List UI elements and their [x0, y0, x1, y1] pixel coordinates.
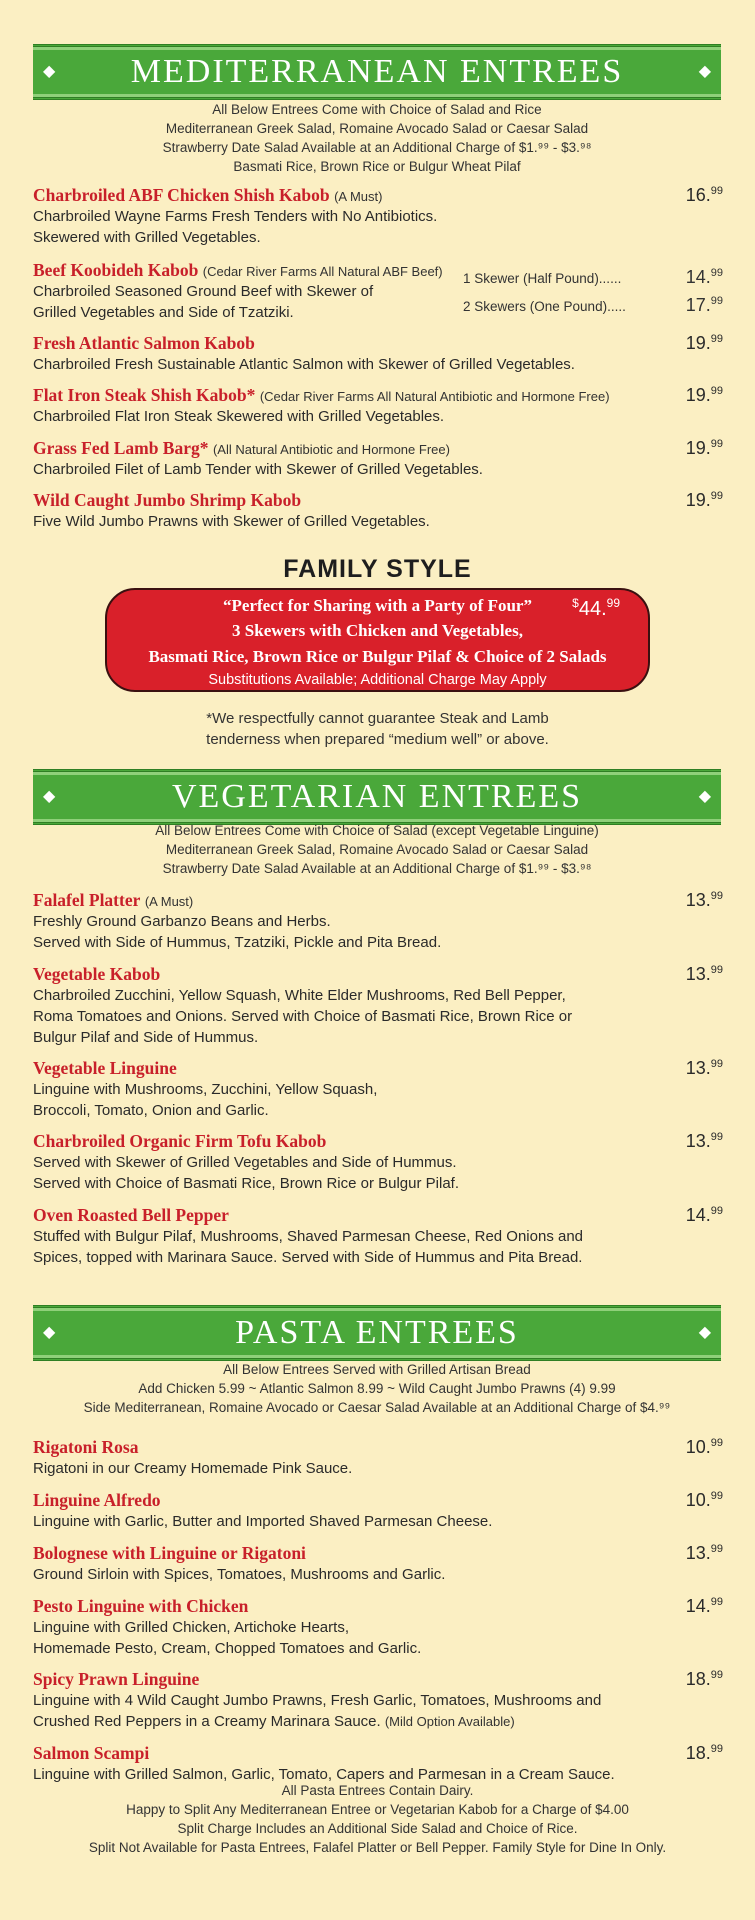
menu-item — [33, 1743, 723, 1785]
item-name: Beef Koobideh Kabob — [33, 260, 199, 280]
menu-item — [33, 438, 723, 480]
item-description: Charbroiled Wayne Farms Fresh Tenders with No Antibiotics. Skewered with Grilled Vegetables. — [33, 208, 438, 246]
item-name: Salmon Scampi — [33, 1743, 150, 1763]
item-description: Charbroiled Filet of Lamb Tender with Skewer of Grilled Vegetables. — [33, 461, 483, 478]
family-tagline: “Perfect for Sharing with a Party of Four” — [223, 596, 532, 615]
menu-item — [33, 1543, 723, 1585]
item-description: Charbroiled Zucchini, Yellow Squash, White Elder Mushrooms, Red Bell Pepper, Roma Tomatoes and Onions. Served with Choice of Basmati Rice, Brown Rice or Bulgur Pilaf and Side of Hummus. — [33, 987, 573, 1046]
item-price: 10.99 — [685, 1490, 723, 1510]
intro-line: Add Chicken 5.99 ~ Atlantic Salmon 8.99 ~ Wild Caught Jumbo Prawns (4) 9.99 — [138, 1381, 616, 1396]
item-price: 14.99 — [685, 1205, 723, 1225]
skewer-option: 1 Skewer (Half Pound)...... 14.99 — [463, 267, 723, 287]
steak-lamb-note: *We respectfully cannot guarantee Steak and Lamb tenderness when prepared “medium well” or above. — [206, 710, 549, 748]
item-price: 14.99 — [685, 1596, 723, 1616]
item-name: Rigatoni Rosa — [33, 1437, 139, 1457]
pasta-banner — [33, 1305, 721, 1361]
diamond-icon: ◆ — [698, 1324, 711, 1341]
menu-footer — [0, 1781, 755, 1857]
item-note: (All Natural Antibiotic and Hormone Free) — [212, 442, 450, 457]
menu-item — [33, 1490, 723, 1532]
item-description: Charbroiled Fresh Sustainable Atlantic Salmon with Skewer of Grilled Vegetables. — [33, 356, 575, 373]
item-name: Grass Fed Lamb Barg* — [33, 438, 209, 458]
menu-item — [33, 490, 723, 532]
intro-line: All Below Entrees Come with Choice of Salad and Rice — [212, 102, 542, 117]
item-description: Charbroiled Flat Iron Steak Skewered with Grilled Vegetables. — [33, 408, 445, 425]
item-price: 19.99 — [685, 333, 723, 353]
item-price: 18.99 — [685, 1743, 723, 1763]
menu-item — [33, 890, 723, 953]
item-name: Charbroiled ABF Chicken Shish Kabob — [33, 185, 330, 205]
item-name: Pesto Linguine with Chicken — [33, 1596, 249, 1616]
footer-line: All Pasta Entrees Contain Dairy. — [281, 1783, 474, 1798]
item-price: 13.99 — [685, 890, 723, 910]
section-title: PASTA ENTREES — [235, 1314, 519, 1351]
item-name: Linguine Alfredo — [33, 1490, 161, 1510]
item-price: 18.99 — [685, 1669, 723, 1689]
item-price: 13.99 — [685, 1131, 723, 1151]
item-price: 13.99 — [685, 964, 723, 984]
menu-item — [33, 185, 723, 248]
item-description: Ground Sirloin with Spices, Tomatoes, Mushrooms and Garlic. — [33, 1566, 446, 1583]
item-price: 19.99 — [685, 385, 723, 405]
vegetarian-banner — [33, 769, 721, 825]
item-description: Served with Skewer of Grilled Vegetables and Side of Hummus. Served with Choice of Basmati Rice, Brown Rice or Bulgur Pilaf. — [33, 1154, 460, 1192]
diamond-icon: ◆ — [43, 63, 56, 80]
item-price: 19.99 — [685, 490, 723, 510]
family-line: Basmati Rice, Brown Rice or Bulgur Pilaf & Choice of 2 Salads — [148, 647, 607, 666]
item-description: Stuffed with Bulgur Pilaf, Mushrooms, Shaved Parmesan Cheese, Red Onions and Spices, topped with Marinara Sauce. Served with Side of Hummus and Pita Bread. — [33, 1228, 584, 1266]
item-price: 19.99 — [685, 438, 723, 458]
menu-item — [33, 1669, 723, 1732]
intro-line: Side Mediterranean, Romaine Avocado or Caesar Salad Available at an Additional Charge of $4.⁹⁹ — [83, 1400, 671, 1415]
menu-item — [33, 260, 723, 323]
item-name: Charbroiled Organic Firm Tofu Kabob — [33, 1131, 327, 1151]
item-description: Linguine with 4 Wild Caught Jumbo Prawns, Fresh Garlic, Tomatoes, Mushrooms and Crushed Red Peppers in a Creamy Marinara Sauce. (Mild Option Available) — [33, 1692, 602, 1730]
diamond-icon: ◆ — [698, 63, 711, 80]
menu-item — [33, 385, 723, 427]
menu-item — [33, 1058, 723, 1121]
diamond-icon: ◆ — [698, 788, 711, 805]
item-name: Spicy Prawn Linguine — [33, 1669, 200, 1689]
footer-line: Happy to Split Any Mediterranean Entree or Vegetarian Kabob for a Charge of $4.00 — [126, 1802, 629, 1817]
item-note: (A Must) — [144, 894, 194, 909]
skewer-option: 2 Skewers (One Pound)..... 17.99 — [463, 295, 723, 315]
item-description: Linguine with Garlic, Butter and Imported Shaved Parmesan Cheese. — [33, 1513, 493, 1530]
intro-line: Mediterranean Greek Salad, Romaine Avocado Salad or Caesar Salad — [165, 121, 589, 136]
section-title: VEGETARIAN ENTREES — [171, 778, 583, 815]
family-style-box — [105, 588, 650, 692]
intro-line: Strawberry Date Salad Available at an Additional Charge of $1.⁹⁹ - $3.⁹⁸ — [162, 140, 592, 155]
menu-item — [33, 1437, 723, 1479]
diamond-icon: ◆ — [43, 1324, 56, 1341]
menu-item — [33, 964, 723, 1048]
item-description: Freshly Ground Garbanzo Beans and Herbs. Served with Side of Hummus, Tzatziki, Pickle and Pita Bread. — [33, 913, 442, 951]
mediterranean-banner — [33, 44, 721, 100]
footer-line: Split Charge Includes an Additional Side Salad and Choice of Rice. — [177, 1821, 578, 1836]
diamond-icon: ◆ — [43, 788, 56, 805]
intro-line: All Below Entrees Come with Choice of Salad (except Vegetable Linguine) — [155, 823, 599, 838]
family-style-title: FAMILY STYLE — [283, 555, 472, 583]
skewer-options — [463, 262, 723, 318]
intro-line: All Below Entrees Served with Grilled Artisan Bread — [223, 1362, 531, 1377]
item-description: Linguine with Grilled Salmon, Garlic, Tomato, Capers and Parmesan in a Cream Sauce. — [33, 1766, 615, 1783]
menu-item — [33, 1131, 723, 1194]
item-name: Fresh Atlantic Salmon Kabob — [33, 333, 255, 353]
family-line: 3 Skewers with Chicken and Vegetables, — [232, 621, 523, 640]
item-description: Charbroiled Seasoned Ground Beef with Skewer of Grilled Vegetables and Side of Tzatziki. — [33, 283, 374, 321]
menu-item — [33, 333, 723, 375]
item-price: 13.99 — [685, 1058, 723, 1078]
item-name: Wild Caught Jumbo Shrimp Kabob — [33, 490, 302, 510]
mild-option-note: (Mild Option Available) — [384, 1714, 515, 1729]
intro-line: Mediterranean Greek Salad, Romaine Avocado Salad or Caesar Salad — [165, 842, 589, 857]
item-price: 10.99 — [685, 1437, 723, 1457]
mediterranean-intro — [33, 100, 721, 176]
item-name: Vegetable Linguine — [33, 1058, 177, 1078]
item-price: 13.99 — [685, 1543, 723, 1563]
footer-line: Split Not Available for Pasta Entrees, Falafel Platter or Bell Pepper. Family Style for Dine In Only. — [88, 1840, 667, 1855]
vegetarian-intro — [33, 821, 721, 878]
item-description: Linguine with Mushrooms, Zucchini, Yellow Squash, Broccoli, Tomato, Onion and Garlic. — [33, 1081, 378, 1119]
item-note: (Cedar River Farms All Natural Antibiotic and Hormone Free) — [259, 389, 610, 404]
intro-line: Basmati Rice, Brown Rice or Bulgur Wheat Pilaf — [233, 159, 521, 174]
family-substitutions: Substitutions Available; Additional Charge May Apply — [208, 672, 547, 688]
item-name: Oven Roasted Bell Pepper — [33, 1205, 229, 1225]
family-price: $44.99 — [572, 596, 620, 620]
section-title: MEDITERRANEAN ENTREES — [130, 53, 624, 90]
item-price: 16.99 — [685, 185, 723, 205]
item-name: Flat Iron Steak Shish Kabob* — [33, 385, 256, 405]
pasta-intro — [33, 1360, 721, 1417]
item-name: Bolognese with Linguine or Rigatoni — [33, 1543, 306, 1563]
item-note: (Cedar River Farms All Natural ABF Beef) — [202, 264, 443, 279]
item-description: Five Wild Jumbo Prawns with Skewer of Grilled Vegetables. — [33, 513, 430, 530]
item-name: Falafel Platter — [33, 890, 141, 910]
menu-item — [33, 1205, 723, 1268]
intro-line: Strawberry Date Salad Available at an Additional Charge of $1.⁹⁹ - $3.⁹⁸ — [162, 861, 592, 876]
item-description: Linguine with Grilled Chicken, Artichoke Hearts, Homemade Pesto, Cream, Chopped Tomatoes and Garlic. — [33, 1619, 422, 1657]
menu-item — [33, 1596, 723, 1659]
item-name: Vegetable Kabob — [33, 964, 161, 984]
item-description: Rigatoni in our Creamy Homemade Pink Sauce. — [33, 1460, 353, 1477]
item-note: (A Must) — [334, 189, 383, 204]
